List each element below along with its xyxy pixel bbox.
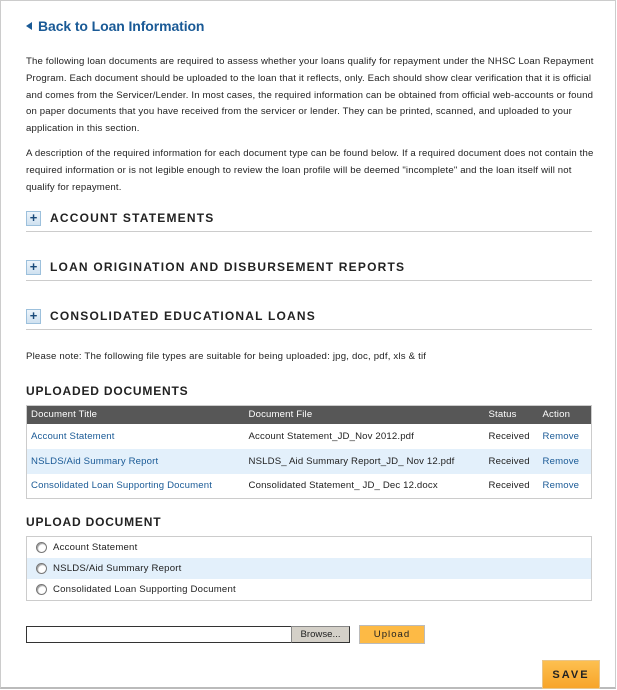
status: Received: [488, 430, 530, 442]
section-label: CONSOLIDATED EDUCATIONAL LOANS: [50, 309, 316, 323]
remove-link[interactable]: Remove: [542, 430, 580, 442]
remove-link[interactable]: Remove: [542, 480, 580, 492]
section-account-statements[interactable]: [26, 205, 592, 232]
column-header: Document File: [245, 406, 485, 424]
upload-button[interactable]: Upload: [359, 625, 425, 644]
file-path-input[interactable]: [26, 626, 291, 643]
radio-button[interactable]: [36, 542, 47, 553]
section-consolidated-loans[interactable]: [26, 303, 592, 330]
remove-link[interactable]: Remove: [542, 455, 580, 467]
table-row: [27, 474, 592, 499]
intro-paragraph: The following loan documents are required to assess whether your loans qualify for repayment under the NHSC Loan Repayment Program. Each document should be uploaded to the loan that it reflects, only. Each should show clear verification that it is official and comes from the Servicer/Lender. In most cases, the required information can be obtained from official web-accounts or found on paper documents that you have received from the servicer or lender. They can be printed, scanned, and uploaded to your application in this section.: [26, 56, 594, 135]
back-arrow-icon: [26, 22, 32, 30]
file-types-note: Please note: The following file types are suitable for being uploaded: jpg, doc, pdf, xls & tif: [26, 351, 427, 362]
document-title-link[interactable]: Consolidated Loan Supporting Document: [31, 480, 213, 492]
section-loan-origination[interactable]: [26, 254, 592, 281]
radio-label: Account Statement: [53, 542, 138, 553]
uploaded-documents-table: [26, 405, 592, 499]
expand-plus-icon[interactable]: +: [26, 309, 41, 324]
radio-option-nslds-report[interactable]: [27, 558, 591, 579]
expand-plus-icon[interactable]: +: [26, 260, 41, 275]
document-title-link[interactable]: Account Statement: [31, 430, 115, 442]
radio-label: Consolidated Loan Supporting Document: [53, 584, 236, 595]
document-title-link[interactable]: NSLDS/Aid Summary Report: [31, 455, 159, 467]
radio-button[interactable]: [36, 563, 47, 574]
status: Received: [485, 449, 539, 474]
document-file: Consolidated Statement_ JD_ Dec 12.docx: [248, 480, 438, 492]
upload-document-heading: UPLOAD DOCUMENT: [26, 515, 162, 529]
table-row: [27, 449, 592, 474]
column-header: Status: [485, 406, 539, 424]
save-button[interactable]: SAVE: [542, 660, 600, 689]
document-file: NSLDS_ Aid Summary Report_JD_ Nov 12.pdf: [245, 449, 485, 474]
back-to-loan-information-link[interactable]: [26, 18, 204, 34]
table-row: [27, 424, 592, 449]
column-header: Document Title: [27, 406, 245, 424]
status: Received: [488, 480, 530, 492]
expand-plus-icon[interactable]: +: [26, 211, 41, 226]
document-type-radio-group: [26, 536, 592, 601]
radio-option-consolidated-loan[interactable]: [27, 579, 591, 600]
description-paragraph: A description of the required information for each document type can be found below. If a required document does not contain the required information or is not legible enough to review the loan profile will be deemed "incomplete" and the loan itself will not qualify for repayment.: [26, 148, 594, 193]
section-label: ACCOUNT STATEMENTS: [50, 211, 215, 225]
back-link-label: Back to Loan Information: [38, 18, 205, 34]
column-header: Action: [539, 406, 592, 424]
uploaded-documents-heading: UPLOADED DOCUMENTS: [26, 384, 189, 398]
radio-label: NSLDS/Aid Summary Report: [53, 563, 182, 574]
browse-button[interactable]: Browse...: [291, 626, 350, 643]
section-label: LOAN ORIGINATION AND DISBURSEMENT REPORTS: [50, 260, 406, 274]
radio-option-account-statement[interactable]: [27, 537, 591, 558]
document-file: Account Statement_JD_Nov 2012.pdf: [248, 430, 414, 442]
radio-button[interactable]: [36, 584, 47, 595]
